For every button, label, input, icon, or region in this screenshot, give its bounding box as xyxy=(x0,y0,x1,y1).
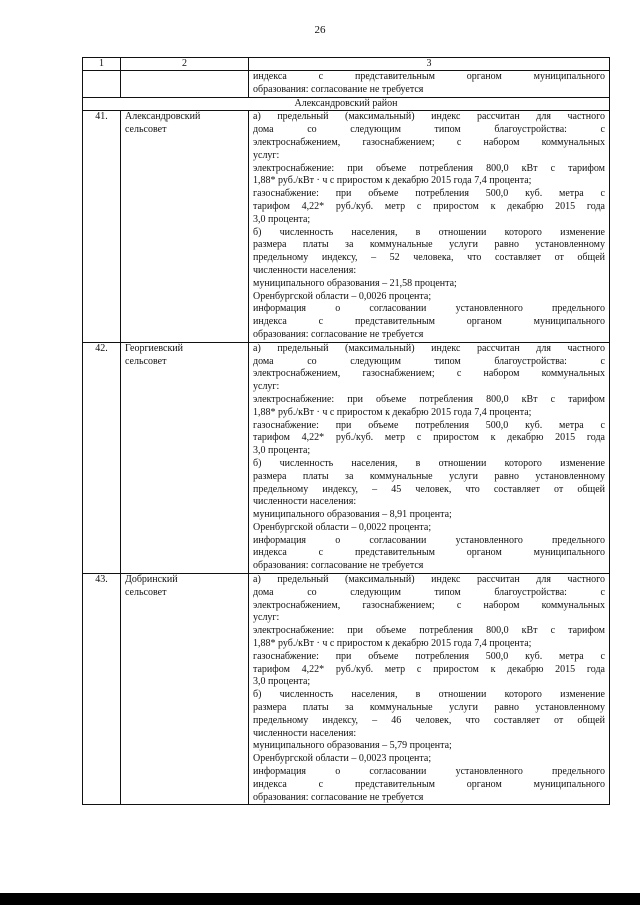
entry-name-line: сельсовет xyxy=(125,355,167,367)
entry-text-line: индекса с представительным органом муниципального xyxy=(253,778,605,790)
entry-text-line: 3,0 процента; xyxy=(253,676,311,688)
entry-text-line: газоснабжение: при объеме потребления 500,0 куб. метра с xyxy=(253,650,605,662)
entry-name-line: Добринский xyxy=(125,574,178,586)
entry-text-line: информация о согласовании установленного предельного xyxy=(253,303,605,315)
entry-name-line: Георгиевский xyxy=(125,342,184,354)
entry-text-line: размера платы за коммунальные услуги равно установленному xyxy=(253,702,605,714)
entry-text-line: электроснабжением, газоснабжением; с набором коммунальных xyxy=(253,368,605,380)
entry-text-line: 1,88* руб./кВт · ч с приростом к декабрю 2015 года 7,4 процента; xyxy=(253,638,532,650)
entry-number: 42. xyxy=(83,342,121,573)
continuation-name-cell xyxy=(121,71,249,98)
entry-text-line: муниципального образования – 8,91 процента; xyxy=(253,509,452,521)
entry-text-line: электроснабжение: при объеме потребления 800,0 кВт с тарифом xyxy=(253,393,605,405)
entry-name-cell xyxy=(121,342,249,573)
entry-text-line: услуг: xyxy=(253,381,280,393)
entry-text-line: информация о согласовании установленного предельного xyxy=(253,534,605,546)
index-table xyxy=(82,57,610,805)
entry-text-line: предельному индексу, – 46 человек, что составляет от общей xyxy=(253,714,605,726)
entry-name-line: сельсовет xyxy=(125,124,167,136)
entry-text-line: электроснабжением, газоснабжением; с набором коммунальных xyxy=(253,599,605,611)
district-row xyxy=(83,97,610,111)
entry-text-line: газоснабжение: при объеме потребления 500,0 куб. метра с xyxy=(253,419,605,431)
table-row xyxy=(83,574,610,805)
entry-text-line: образования: согласование не требуется xyxy=(253,560,424,572)
entry-text-line: дома со следующим типом благоустройства: с xyxy=(253,586,605,598)
table-header-row xyxy=(83,58,610,71)
entry-text-line: численности населения: xyxy=(253,496,357,508)
entry-text-line: информация о согласовании установленного предельного xyxy=(253,766,605,778)
entry-text-line: размера платы за коммунальные услуги равно установленному xyxy=(253,239,605,251)
entry-text-line: б) численность населения, в отношении которого изменение xyxy=(253,226,605,238)
continuation-number-cell xyxy=(83,71,121,98)
entry-text-line: тарифом 4,22* руб./куб. метр с приростом к декабрю 2015 года xyxy=(253,200,605,212)
entry-name-cell xyxy=(121,111,249,342)
entry-text-line: муниципального образования – 21,58 процента; xyxy=(253,277,457,289)
entry-text-line: тарифом 4,22* руб./куб. метр с приростом к декабрю 2015 года xyxy=(253,432,605,444)
scan-bottom-edge xyxy=(0,893,640,905)
entry-text-line: 3,0 процента; xyxy=(253,213,311,225)
continuation-text-cell xyxy=(249,71,610,98)
column-header-3: 3 xyxy=(249,58,610,71)
entry-text-cell xyxy=(249,574,610,805)
entry-name-line: Александровский xyxy=(125,111,201,123)
table-row xyxy=(83,111,610,342)
entry-text-line: электроснабжение: при объеме потребления 800,0 кВт с тарифом xyxy=(253,162,605,174)
district-heading: Александровский район xyxy=(83,97,610,111)
entry-text-line: дома со следующим типом благоустройства: с xyxy=(253,355,605,367)
entry-text-line: услуг: xyxy=(253,149,280,161)
entry-text-line: численности населения: xyxy=(253,727,357,739)
page-number: 26 xyxy=(314,24,326,36)
entry-text-line: муниципального образования – 5,79 процента; xyxy=(253,740,452,752)
column-header-1: 1 xyxy=(83,58,121,71)
entry-text-line: 1,88* руб./кВт · ч с приростом к декабрю 2015 года 7,4 процента; xyxy=(253,175,532,187)
entry-name-cell xyxy=(121,574,249,805)
entry-text-line: Оренбургской области – 0,0022 процента; xyxy=(253,521,432,533)
entry-text-line: а) предельный (максимальный) индекс рассчитан для частного xyxy=(253,342,605,354)
entry-text-line: образования: согласование не требуется xyxy=(253,791,424,803)
entry-text-line: а) предельный (максимальный) индекс рассчитан для частного xyxy=(253,574,605,586)
entry-text-line: 1,88* руб./кВт · ч с приростом к декабрю 2015 года 7,4 процента; xyxy=(253,406,532,418)
column-header-2: 2 xyxy=(121,58,249,71)
entry-text-line: Оренбургской области – 0,0023 процента; xyxy=(253,753,432,765)
entry-text-line: тарифом 4,22* руб./куб. метр с приростом к декабрю 2015 года xyxy=(253,663,605,675)
entry-text-line: электроснабжение: при объеме потребления 800,0 кВт с тарифом xyxy=(253,625,605,637)
table-row xyxy=(83,342,610,573)
entry-text-line: численности населения: xyxy=(253,264,357,276)
entry-text-line: б) численность населения, в отношении которого изменение xyxy=(253,457,605,469)
entry-text-line: Оренбургской области – 0,0026 процента; xyxy=(253,290,432,302)
entry-name-line: сельсовет xyxy=(125,586,167,598)
entry-text-line: образования: согласование не требуется xyxy=(253,328,424,340)
continuation-line: образования: согласование не требуется xyxy=(253,83,424,95)
entry-text-line: размера платы за коммунальные услуги равно установленному xyxy=(253,470,605,482)
entry-text-line: а) предельный (максимальный) индекс рассчитан для частного xyxy=(253,111,605,123)
entry-text-line: электроснабжением, газоснабжением; с набором коммунальных xyxy=(253,136,605,148)
entry-text-line: б) численность населения, в отношении которого изменение xyxy=(253,689,605,701)
entry-number: 43. xyxy=(83,574,121,805)
continuation-row xyxy=(83,71,610,98)
entry-number: 41. xyxy=(83,111,121,342)
entry-text-line: 3,0 процента; xyxy=(253,445,311,457)
continuation-line: индекса с представительным органом муниципального xyxy=(253,71,605,82)
entry-text-cell xyxy=(249,342,610,573)
entry-text-cell xyxy=(249,111,610,342)
entry-text-line: газоснабжение: при объеме потребления 500,0 куб. метра с xyxy=(253,188,605,200)
entry-text-line: индекса с представительным органом муниципального xyxy=(253,316,605,328)
entry-text-line: предельному индексу, – 52 человека, что составляет от общей xyxy=(253,252,605,264)
entry-text-line: дома со следующим типом благоустройства: с xyxy=(253,124,605,136)
entry-text-line: предельному индексу, – 45 человек, что составляет от общей xyxy=(253,483,605,495)
entry-text-line: индекса с представительным органом муниципального xyxy=(253,547,605,559)
entry-text-line: услуг: xyxy=(253,612,280,624)
